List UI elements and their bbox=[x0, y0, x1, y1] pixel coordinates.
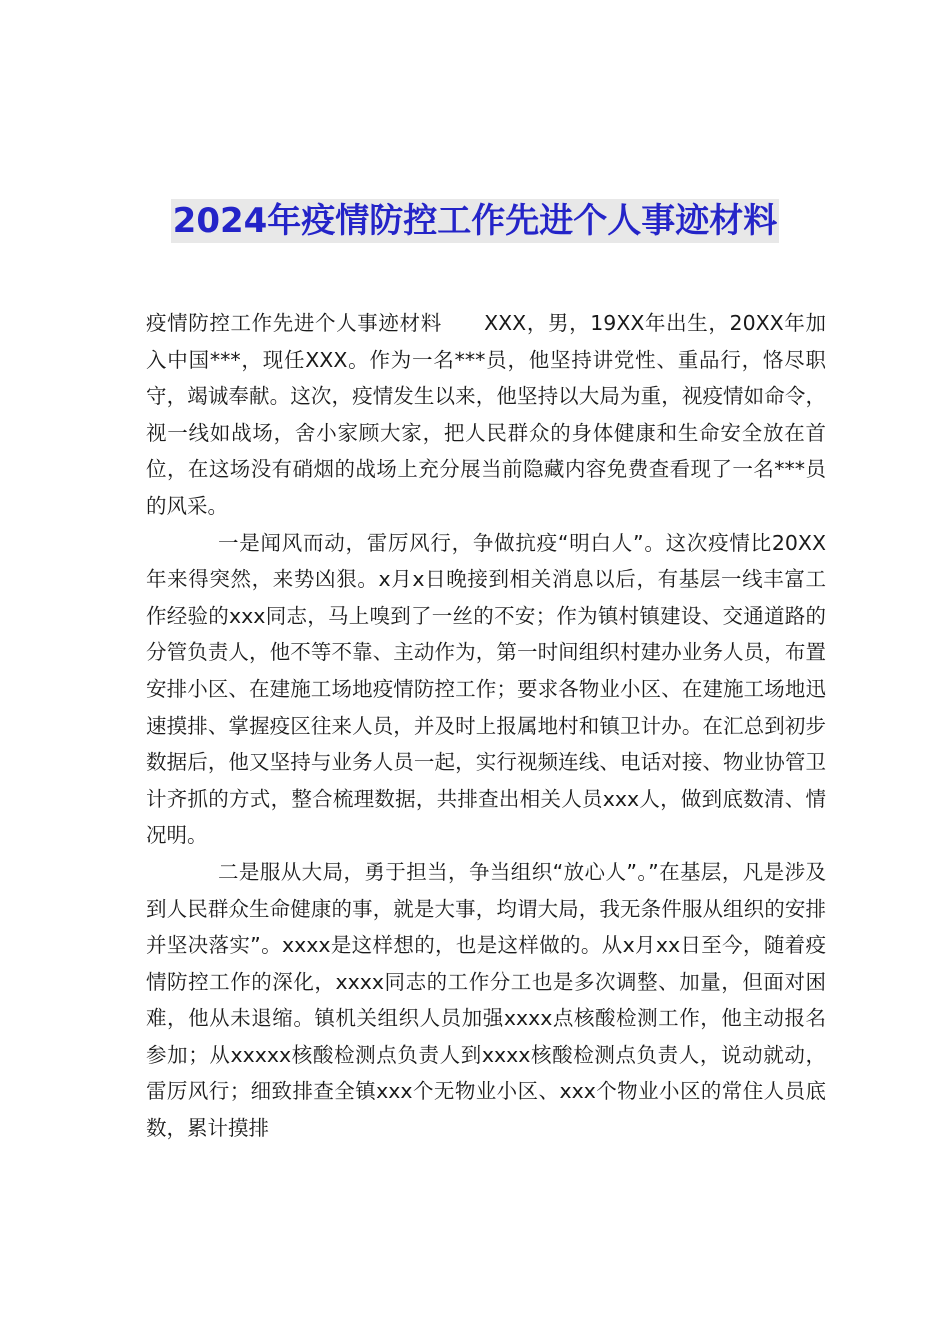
document-body bbox=[146, 305, 826, 1147]
document-title: 2024年疫情防控工作先进个人事迹材料 bbox=[172, 200, 778, 241]
paragraph-section-two: 二是服从大局，勇于担当，争当组织“放心人”。”在基层，凡是涉及到人民群众生命健康的事，就是大事，均谓大局，我无条件服从组织的安排并坚决落实”。xxxx是这样想的，也是这样做的。从x月xx日至今，随着疫情防控工作的深化，xxxx同志的工作分工也是多次调整、加量，但面对困难，他从未退缩。镇机关组织人员加强xxxx点核酸检测工作，他主动报名参加；从xxxxx核酸检测点负责人到xxxx核酸检测点负责人，说动就动，雷厉风行；细致排查全镇xxx个无物业小区、xxx个物业小区的常住人员底数，累计摸排 bbox=[146, 859, 826, 1141]
paragraph-section-one: 一是闻风而动，雷厉风行，争做抗疫“明白人”。这次疫情比20XX年来得突然，来势凶狠。x月x日晚接到相关消息以后，有基层一线丰富工作经验的xxx同志，马上嗅到了一丝的不安；作为镇村镇建设、交通道路的分管负责人，他不等不靠、主动作为，第一时间组织村建办业务人员，布置安排小区、在建施工场地疫情防控工作；要求各物业小区、在建施工场地迅速摸排、掌握疫区往来人员，并及时上报属地村和镇卫计办。在汇总到初步数据后，他又坚持与业务人员一起，实行视频连线、电话对接、物业协管卫计齐抓的方式，整合梳理数据，共排查出相关人员xxx人，做到底数清、情况明。 bbox=[146, 530, 826, 848]
paragraph-intro: 疫情防控工作先进个人事迹材料 XXX，男，19XX年出生，20XX年加入中国***，现任XXX。作为一名***员，他坚持讲党性、重品行，恪尽职守，竭诚奉献。这次，疫情发生以来，他坚持以大局为重，视疫情如命令，视一线如战场，舍小家顾大家，把人民群众的身体健康和生命安全放在首位，在这场没有硝烟的战场上充分展当前隐藏内容免费查看现了一名***员的风采。 bbox=[146, 311, 826, 518]
title-container bbox=[0, 176, 950, 266]
